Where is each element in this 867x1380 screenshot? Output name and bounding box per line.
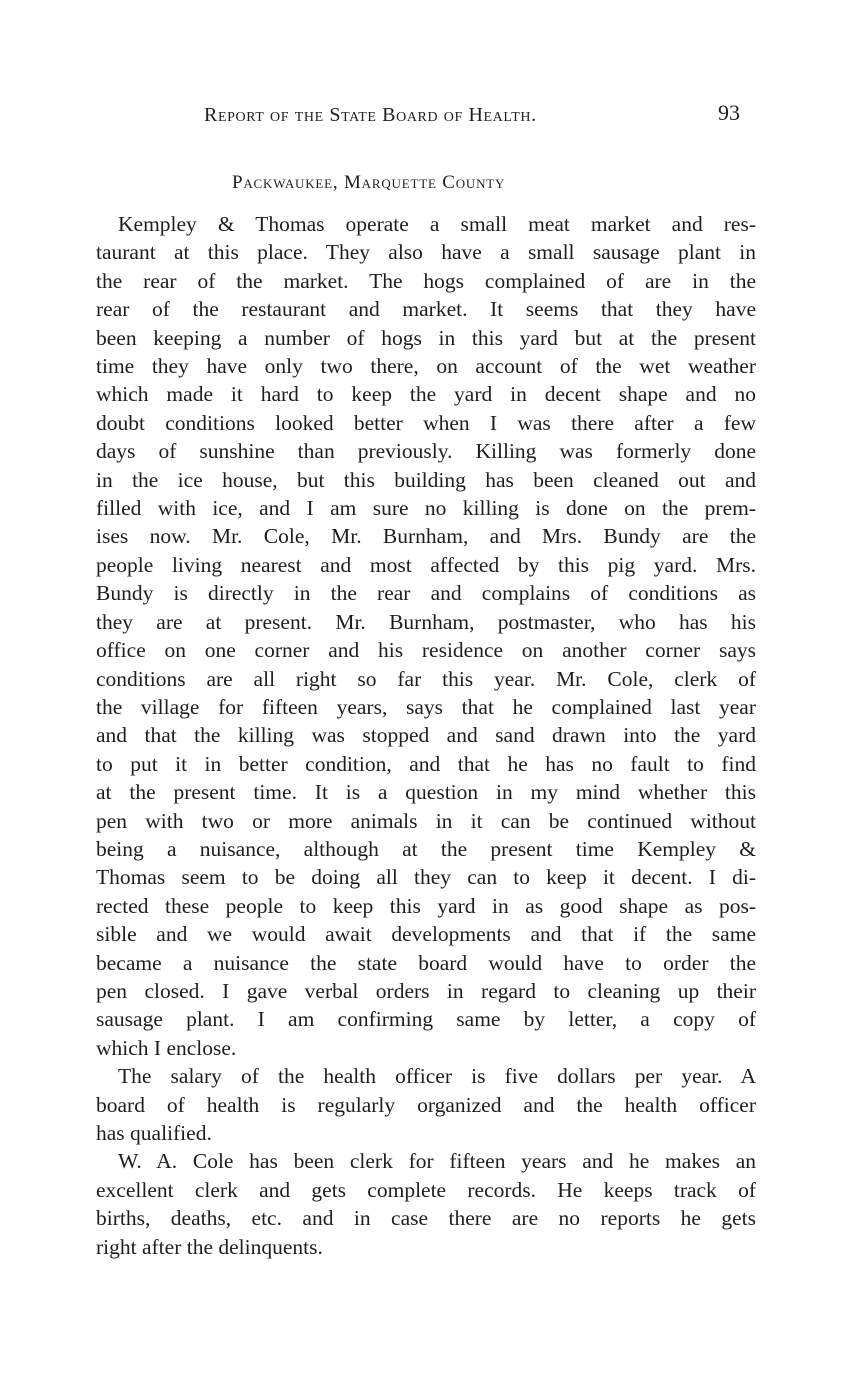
- text-line: filled with ice, and I am sure no killing is done on the prem-: [96, 496, 756, 521]
- text-line: right after the delinquents.: [96, 1234, 323, 1259]
- text-line: taurant at this place. They also have a small sausage plant in: [96, 240, 756, 265]
- running-head: Report of the State Board of Health.: [204, 104, 537, 126]
- text-line: been keeping a number of hogs in this yard but at the present: [96, 325, 756, 350]
- text-line: sible and we would await developments and that if the same: [96, 922, 756, 947]
- text-line: conditions are all right so far this year. Mr. Cole, clerk of: [96, 666, 756, 691]
- text-line: time they have only two there, on account of the wet weather: [96, 354, 756, 379]
- text-line: which I enclose.: [96, 1035, 237, 1060]
- text-line: and that the killing was stopped and sand drawn into the yard: [96, 723, 756, 748]
- text-line: ises now. Mr. Cole, Mr. Burnham, and Mrs. Bundy are the: [96, 524, 756, 549]
- text-line: in the ice house, but this building has been cleaned out and: [96, 467, 756, 492]
- text-line: they are at present. Mr. Burnham, postmaster, who has his: [96, 609, 756, 634]
- text-line: office on one corner and his residence on another corner says: [96, 638, 756, 663]
- text-line: the village for fifteen years, says that he complained last year: [96, 694, 756, 719]
- text-line: to put it in better condition, and that he has no fault to find: [96, 751, 756, 776]
- text-line: Kempley & Thomas operate a small meat market and res-: [118, 212, 756, 236]
- page-number: 93: [718, 100, 740, 125]
- text-line: the rear of the market. The hogs complained of are in the: [96, 268, 756, 293]
- text-line: excellent clerk and gets complete records. He keeps track of: [96, 1177, 756, 1202]
- text-line: board of health is regularly organized and the health officer: [96, 1092, 756, 1117]
- text-line: rected these people to keep this yard in as good shape as pos-: [96, 893, 756, 918]
- text-line: pen with two or more animals in it can be continued without: [96, 808, 756, 833]
- text-line: doubt conditions looked better when I was there after a few: [96, 410, 756, 435]
- text-line: W. A. Cole has been clerk for fifteen years and he makes an: [118, 1149, 756, 1174]
- text-line: Thomas seem to be doing all they can to keep it decent. I di-: [96, 865, 756, 890]
- paragraph-1: [96, 210, 756, 1062]
- paragraph-3: [96, 1147, 756, 1261]
- text-line: which made it hard to keep the yard in decent shape and no: [96, 382, 756, 407]
- text-line: people living nearest and most affected by this pig yard. Mrs.: [96, 552, 756, 577]
- text-line: rear of the restaurant and market. It seems that they have: [96, 297, 756, 322]
- text-line: sausage plant. I am confirming same by letter, a copy of: [96, 1007, 756, 1032]
- text-line: became a nuisance the state board would have to order the: [96, 950, 756, 975]
- body-text: [96, 210, 756, 1261]
- text-line: has qualified.: [96, 1121, 212, 1145]
- text-line: being a nuisance, although at the present time Kempley &: [96, 836, 756, 861]
- text-line: at the present time. It is a question in my mind whether this: [96, 780, 756, 805]
- text-line: pen closed. I gave verbal orders in regard to cleaning up their: [96, 978, 756, 1003]
- text-line: days of sunshine than previously. Killing was formerly done: [96, 439, 756, 464]
- text-line: births, deaths, etc. and in case there are no reports he gets: [96, 1206, 756, 1231]
- page-header: [0, 100, 867, 130]
- section-title: Packwaukee, Marquette County: [232, 172, 506, 193]
- text-line: The salary of the health officer is five dollars per year. A: [118, 1064, 756, 1089]
- paragraph-2: [96, 1062, 756, 1147]
- text-line: Bundy is directly in the rear and complains of conditions as: [96, 581, 756, 606]
